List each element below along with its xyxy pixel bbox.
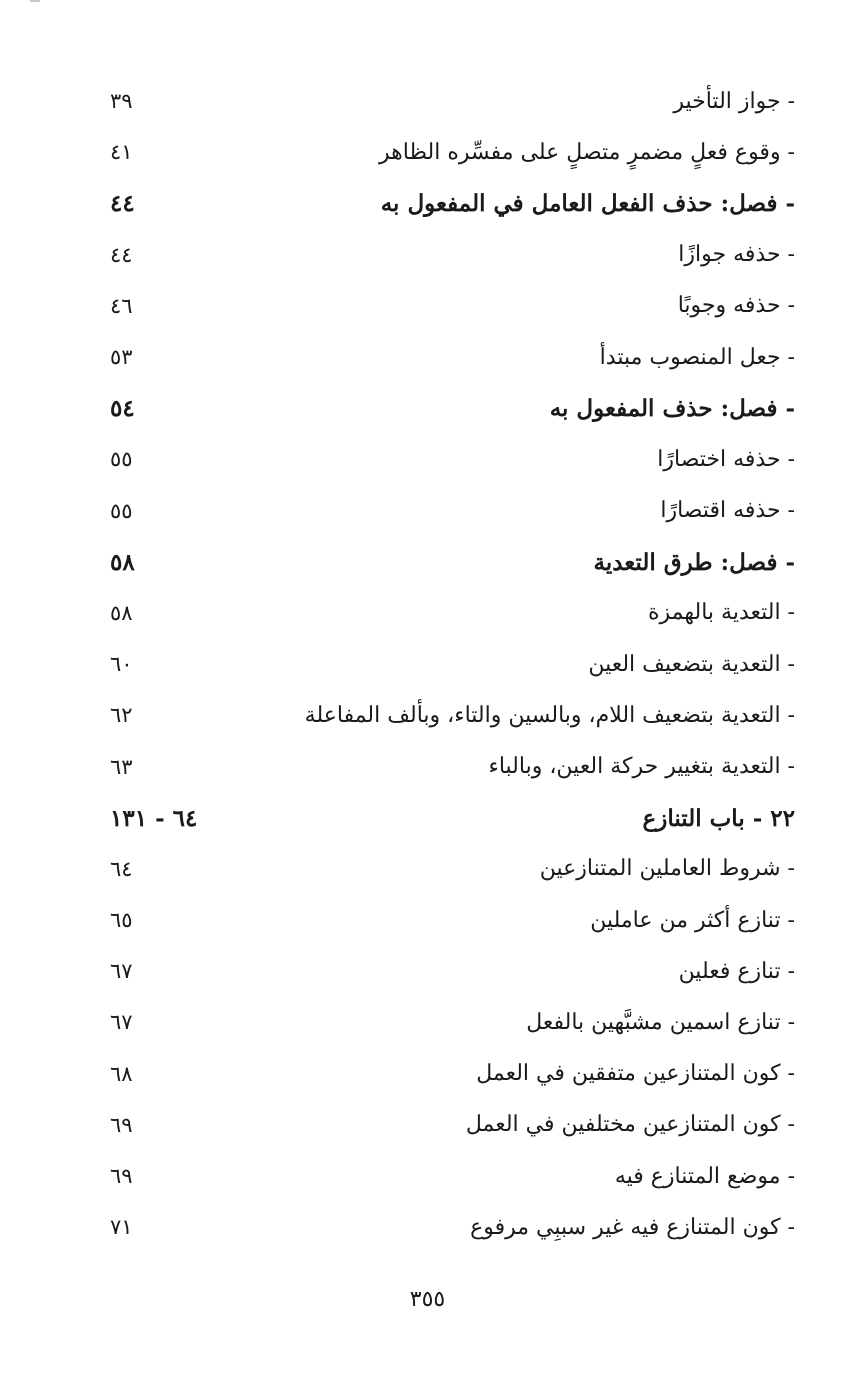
toc-row (110, 946, 795, 997)
entry-title: - كون المتنازعين مختلفين في العمل (465, 1112, 795, 1138)
toc-row (110, 230, 795, 281)
toc-row (110, 588, 795, 639)
toc-row (110, 1100, 795, 1151)
toc-row (110, 486, 795, 537)
toc-row (110, 690, 795, 741)
entry-page-number: ٦٥ (110, 908, 133, 933)
entry-page-number: ٦٢ (110, 703, 133, 728)
entry-page-number: ٥٨ (110, 600, 133, 625)
entry-page-number: ٥٥ (110, 498, 133, 523)
entry-page-number: ٦٩ (110, 1164, 133, 1189)
entry-title: - جواز التأخير (673, 88, 795, 114)
toc-row (110, 1151, 795, 1202)
entry-page-number: ٦٠ (110, 652, 133, 677)
entry-title: - فصل: طرق التعدية (593, 548, 795, 576)
toc-section-row (110, 383, 795, 434)
toc-row (110, 127, 795, 178)
entry-title: - حذفه وجوبًا (677, 293, 795, 319)
entry-page-number: ٦٤ - ١٣١ (110, 804, 198, 832)
entry-title: - جعل المنصوب مبتدأ (599, 344, 795, 370)
entry-page-number: ٦٣ (110, 754, 133, 779)
entry-page-number: ٤٤ (110, 242, 133, 267)
toc-section-row (110, 793, 795, 844)
entry-title: - حذفه اقتصارًا (660, 498, 795, 524)
entry-page-number: ٤٤ (110, 190, 135, 218)
entry-title: - التعدية بالهمزة (647, 600, 795, 626)
toc-row (110, 997, 795, 1048)
entry-page-number: ٣٩ (110, 89, 133, 114)
entry-page-number: ٥٣ (110, 345, 133, 370)
entry-page-number: ٦٤ (110, 856, 133, 881)
toc-row (110, 281, 795, 332)
entry-page-number: ٤٦ (110, 293, 133, 318)
entry-page-number: ٥٨ (110, 548, 135, 576)
toc-section-row (110, 178, 795, 229)
toc-row (110, 639, 795, 690)
toc-row (110, 332, 795, 383)
entry-title: - التعدية بتضعيف اللام، وبالسين والتاء، وبألف المفاعلة (304, 702, 795, 728)
entry-title: - حذفه اختصارًا (657, 446, 795, 472)
entry-title: - تنازع اسمين مشبَّهين بالفعل (526, 1009, 795, 1035)
toc-section-row (110, 537, 795, 588)
entry-title: - تنازع أكثر من عاملين (590, 907, 795, 933)
toc-row (110, 76, 795, 127)
table-of-contents (110, 76, 795, 1253)
entry-page-number: ٥٥ (110, 447, 133, 472)
page-number: ٣٥٥ (409, 1287, 446, 1312)
entry-page-number: ٦٧ (110, 1010, 133, 1035)
entry-page-number: ٧١ (110, 1215, 133, 1240)
toc-row (110, 895, 795, 946)
toc-row (110, 741, 795, 792)
entry-page-number: ٤١ (110, 140, 133, 165)
entry-title: - التعدية بتغيير حركة العين، وبالباء (488, 754, 795, 780)
entry-page-number: ٦٧ (110, 959, 133, 984)
entry-title: - وقوع فعلٍ مضمرٍ متصلٍ على مفسِّره الظاهر (379, 139, 795, 165)
entry-title: - حذفه جوازًا (678, 242, 795, 268)
entry-title: - فصل: حذف المفعول به (549, 395, 795, 423)
toc-row (110, 434, 795, 485)
entry-title: - كون المتنازعين متفقين في العمل (476, 1061, 795, 1087)
entry-page-number: ٥٤ (110, 395, 135, 423)
entry-title: - كون المتنازع فيه غير سببِي مرفوع (470, 1214, 795, 1240)
entry-page-number: ٦٩ (110, 1112, 133, 1137)
entry-title: - تنازع فعلين (678, 958, 795, 984)
toc-row (110, 1049, 795, 1100)
toc-row (110, 1202, 795, 1253)
toc-row (110, 844, 795, 895)
scan-mark (30, 0, 40, 2)
entry-title: - فصل: حذف الفعل العامل في المفعول به (380, 190, 795, 218)
entry-page-number: ٦٨ (110, 1061, 133, 1086)
entry-title: ٢٢ - باب التنازع (642, 804, 795, 832)
entry-title: - التعدية بتضعيف العين (588, 651, 795, 677)
entry-title: - موضع المتنازع فيه (614, 1163, 795, 1189)
entry-title: - شروط العاملين المتنازعين (539, 856, 795, 882)
